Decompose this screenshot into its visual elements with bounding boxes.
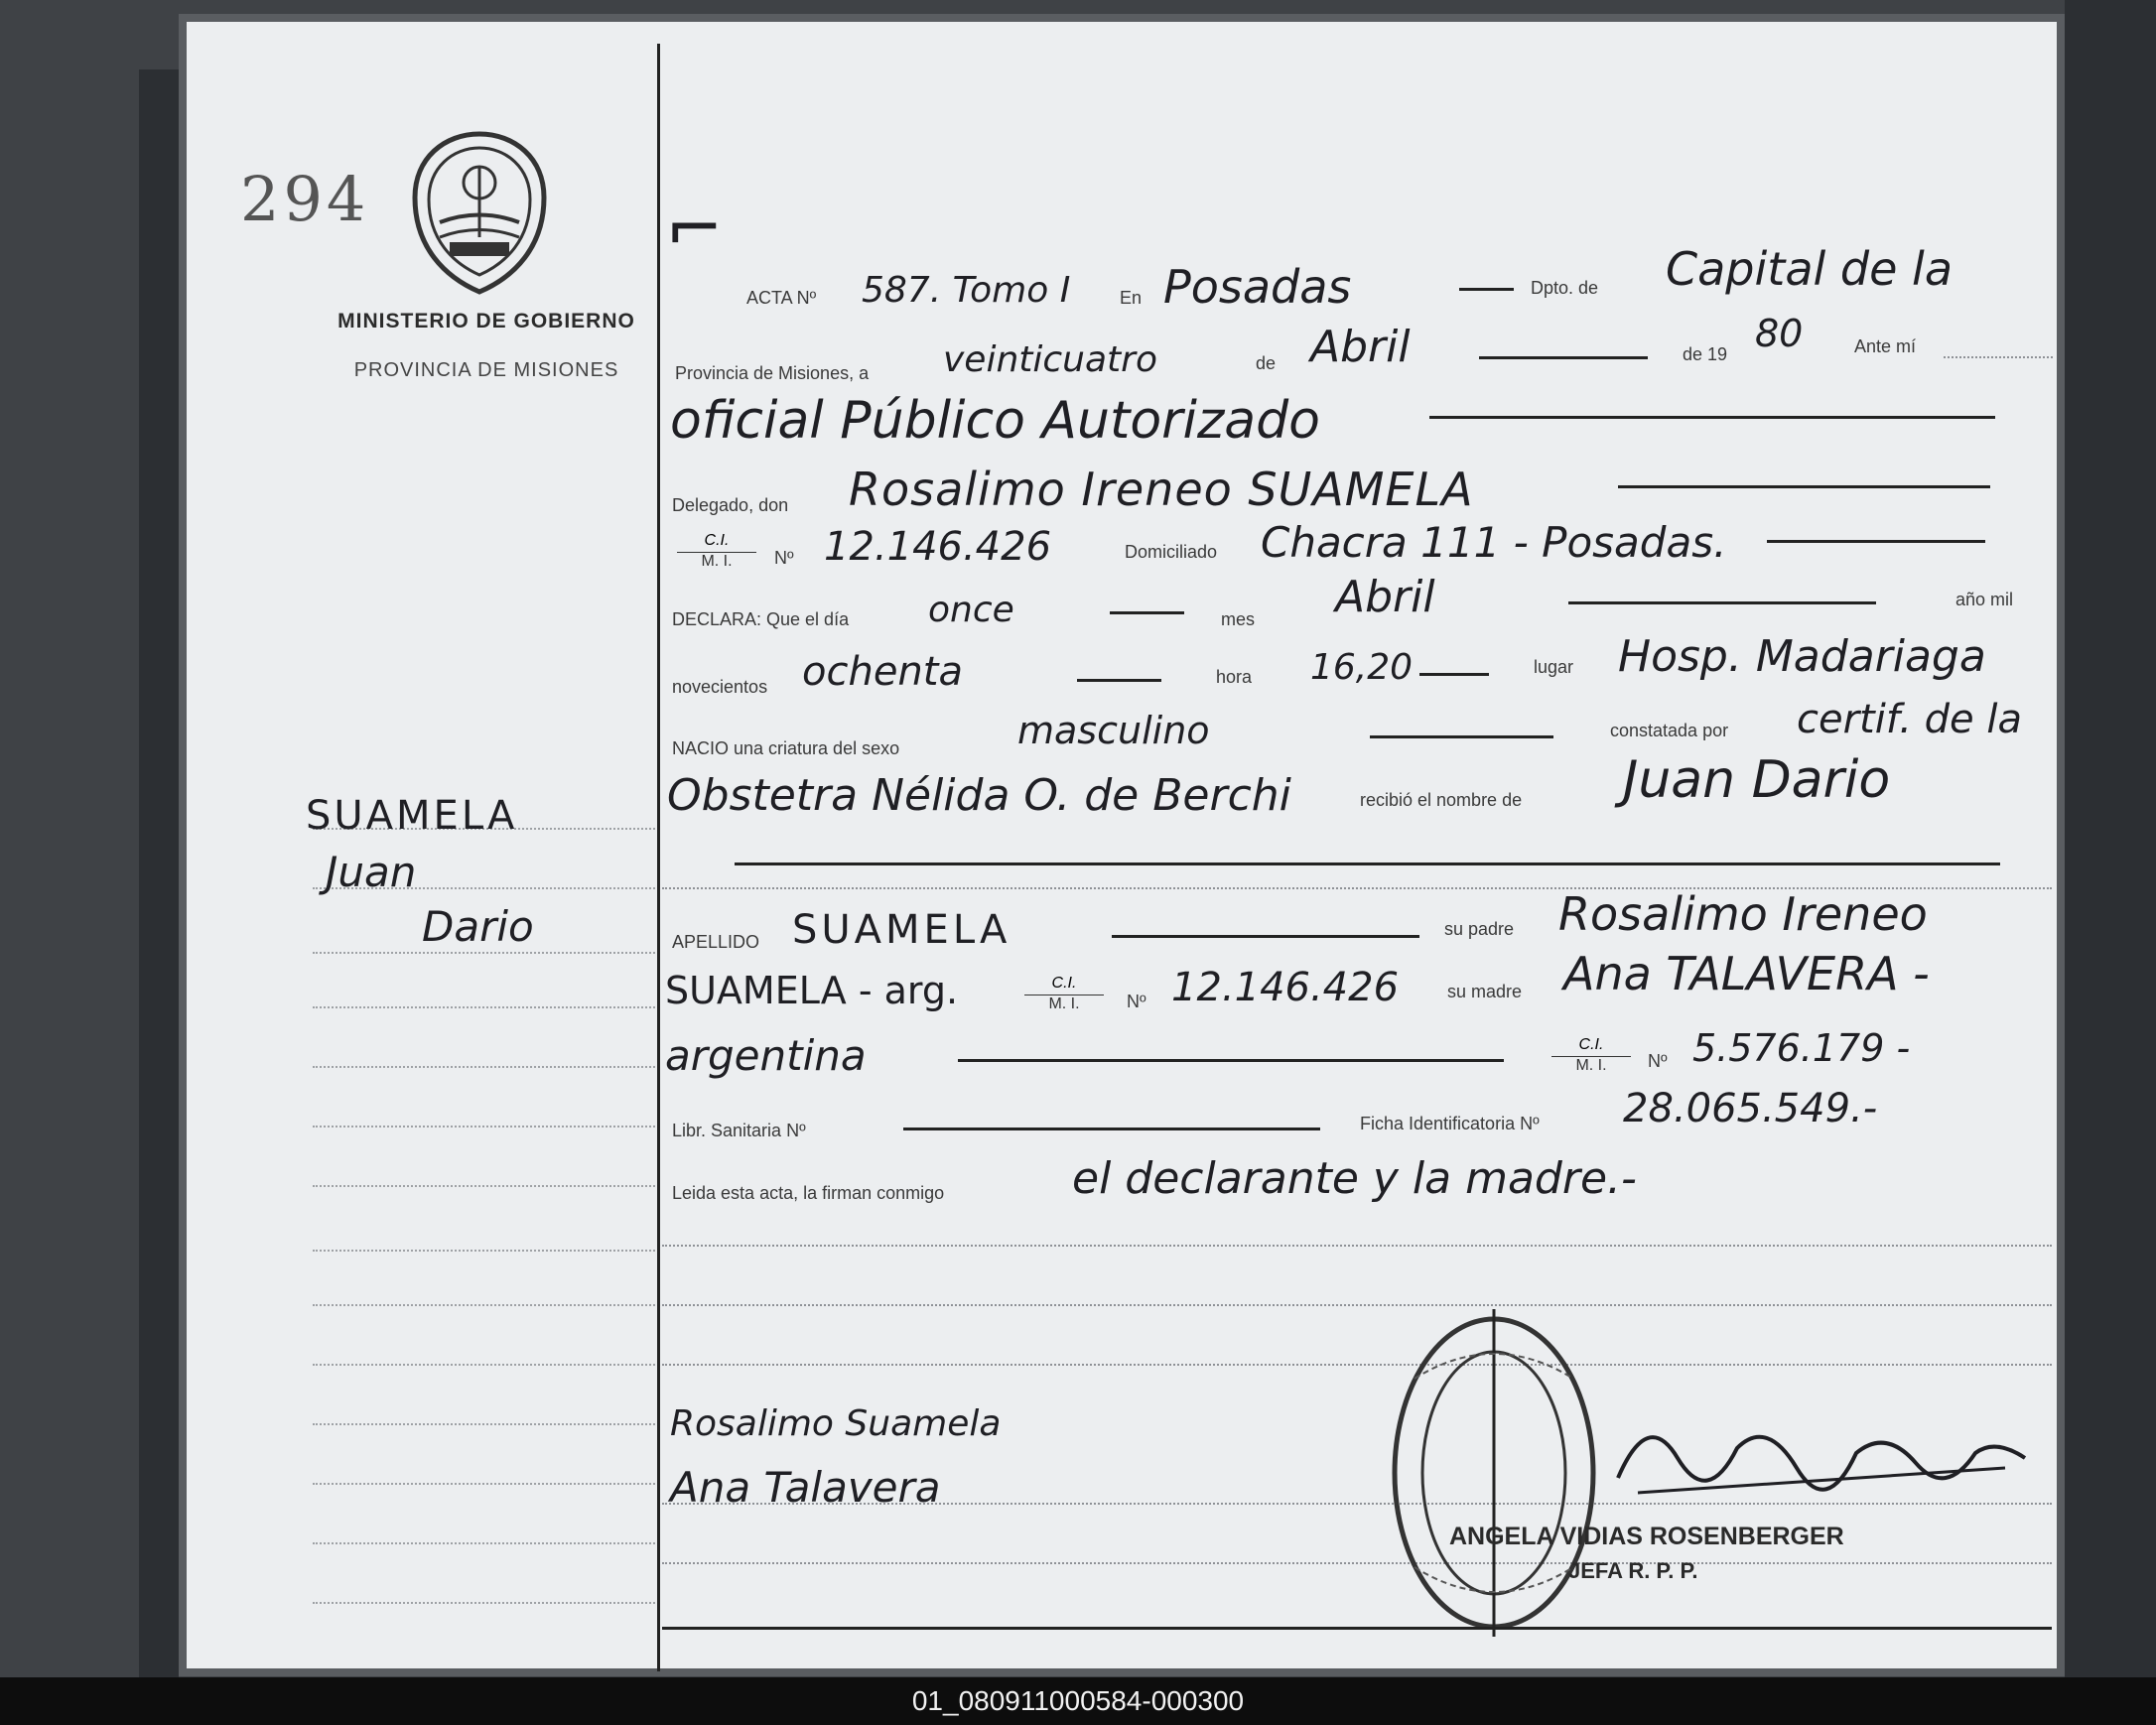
margin-rule [313, 1542, 655, 1544]
mother-nationality: argentina [665, 1031, 867, 1080]
label-acta: ACTA Nº [746, 288, 817, 308]
father-id-type-fraction [1024, 975, 1104, 1013]
label-novecientos: novecientos [672, 677, 768, 697]
official-signature-icon [1608, 1398, 2045, 1508]
label-su-padre: su padre [1444, 919, 1515, 939]
label-nacio: NACIO una criatura del sexo [672, 738, 900, 758]
margin-rule [313, 1304, 655, 1306]
mother-name: Ana TALAVERA - [1563, 947, 1930, 1000]
next-entry-rule [662, 1627, 2052, 1630]
binding-edge [139, 69, 179, 1677]
surname: SUAMELA [792, 907, 1011, 953]
father-name-2: SUAMELA - arg. [665, 969, 959, 1012]
label-libr: Libr. Sanitaria Nº [672, 1121, 806, 1140]
fill-dash [1370, 735, 1553, 738]
id-type-mi: M. I. [701, 553, 733, 570]
address: Chacra 111 - Posadas. [1261, 518, 1727, 567]
dotted-rule [662, 1245, 2052, 1247]
label-mother-no: Nº [1648, 1051, 1668, 1071]
label-dpto: Dpto. de [1531, 278, 1599, 298]
margin-rule [313, 1006, 655, 1008]
label-domiciliado: Domiciliado [1125, 542, 1218, 562]
mother-id-type-ci: C.I. [1551, 1036, 1631, 1057]
dotted-rule [1944, 356, 2053, 358]
fill-dash [735, 862, 2000, 865]
birth-year: ochenta [802, 649, 963, 695]
certified-by-1: certif. de la [1797, 697, 2022, 742]
margin-rule [313, 1185, 655, 1187]
page-number: 294 [240, 163, 370, 235]
ficha-number: 28.065.549.- [1623, 1086, 1878, 1131]
father-id-type-ci: C.I. [1024, 975, 1104, 995]
mother-id-type-mi: M. I. [1575, 1057, 1607, 1074]
label-en: En [1120, 288, 1143, 308]
fill-dash [1429, 416, 1995, 419]
official-name: ANGELA VIDIAS ROSENBERGER [1449, 1523, 1844, 1550]
label-no: Nº [774, 548, 794, 568]
label-lugar: lugar [1534, 657, 1574, 677]
fill-dash [1459, 288, 1514, 291]
fill-dash [958, 1059, 1504, 1062]
label-ficha: Ficha Identificatoria Nº [1360, 1114, 1540, 1133]
mother-id: 5.576.179 - [1692, 1026, 1911, 1070]
certified-by-2: Obstetra Nélida O. de Berchi [667, 770, 1291, 821]
place: Posadas [1163, 260, 1352, 314]
ministry-province: PROVINCIA DE MISIONES [353, 359, 619, 381]
father-name: Rosalimo Ireneo [1558, 887, 1928, 941]
image-footer-label: 01_080911000584-000300 [0, 1677, 2156, 1725]
signature-declarant: Rosalimo Suamela [670, 1403, 1002, 1444]
label-anio-mil: año mil [1955, 590, 2014, 609]
year-suffix: 80 [1755, 312, 1804, 355]
margin-rule [313, 1364, 655, 1366]
fill-dash [1419, 673, 1489, 676]
dotted-rule [662, 1304, 2052, 1306]
label-su-madre: su madre [1447, 982, 1523, 1001]
label-leida: Leida esta acta, la firman conmigo [672, 1183, 945, 1203]
margin-rule [313, 1423, 655, 1425]
dotted-rule [662, 1364, 2052, 1366]
day-words: veinticuatro [943, 339, 1157, 380]
label-de-19: de 19 [1683, 344, 1728, 364]
label-constatada: constatada por [1610, 721, 1729, 740]
father-id: 12.146.426 [1171, 965, 1400, 1010]
month: Abril [1310, 322, 1411, 372]
delegate-id: 12.146.426 [824, 524, 1052, 570]
fill-dash [1618, 485, 1990, 488]
birth-day: once [928, 590, 1014, 630]
registry-round-stamp-icon [1385, 1309, 1603, 1637]
margin-rule [313, 1602, 655, 1604]
margin-rule [313, 1483, 655, 1485]
acta-number: 587. Tomo I [862, 270, 1071, 311]
fill-dash [1110, 611, 1184, 614]
label-father-no: Nº [1127, 992, 1146, 1011]
fill-dash [1479, 356, 1648, 359]
label-de: de [1256, 353, 1277, 373]
department: Capital de la [1666, 242, 1954, 296]
margin-rule [313, 1066, 655, 1068]
signature-mother: Ana Talavera [670, 1463, 941, 1512]
place-of-birth: Hosp. Madariaga [1618, 631, 1986, 682]
father-id-type-mi: M. I. [1048, 995, 1080, 1012]
margin-check-mark: ⌐ [665, 188, 724, 269]
ministry-name: MINISTERIO DE GOBIERNO [337, 310, 635, 332]
mother-id-type-fraction [1551, 1036, 1631, 1075]
official-title: JEFA R. P. P. [1568, 1558, 1698, 1583]
sex: masculino [1017, 709, 1210, 752]
label-ante-mi: Ante mí [1854, 336, 1917, 356]
fill-dash [1077, 679, 1161, 682]
fill-dash [1568, 601, 1876, 604]
margin-given-name-1: Juan [326, 848, 417, 896]
fill-dash [903, 1128, 1320, 1130]
label-declara: DECLARA: Que el día [672, 609, 850, 629]
signers: el declarante y la madre.- [1072, 1153, 1637, 1204]
margin-given-name-2: Dario [422, 902, 534, 951]
label-recibio: recibió el nombre de [1360, 790, 1523, 810]
birth-hour: 16,20 [1310, 647, 1414, 688]
margin-surname: SUAMELA [306, 793, 518, 839]
id-type-fraction [677, 532, 756, 571]
margin-rule [313, 1250, 655, 1252]
margin-rule [313, 1126, 655, 1128]
document-page [179, 14, 2065, 1676]
label-apellido: APELLIDO [672, 932, 760, 952]
birth-month: Abril [1335, 572, 1435, 622]
fill-dash [1767, 540, 1985, 543]
delegate-name: Rosalimo Ireneo SUAMELA [849, 463, 1474, 516]
id-type-ci: C.I. [677, 532, 756, 553]
column-divider [657, 44, 660, 1671]
label-delegado: Delegado, don [672, 495, 789, 515]
coat-of-arms-seal-icon [405, 128, 554, 297]
label-mes: mes [1221, 609, 1256, 629]
page-right-edge [2065, 0, 2156, 1677]
dotted-rule [662, 1562, 2052, 1564]
given-name: Juan Dario [1623, 750, 1891, 810]
officer: oficial Público Autorizado [670, 391, 1320, 451]
fill-dash [1112, 935, 1419, 938]
label-hora: hora [1216, 667, 1253, 687]
margin-rule [313, 952, 655, 954]
label-provincia: Provincia de Misiones, a [675, 363, 870, 383]
